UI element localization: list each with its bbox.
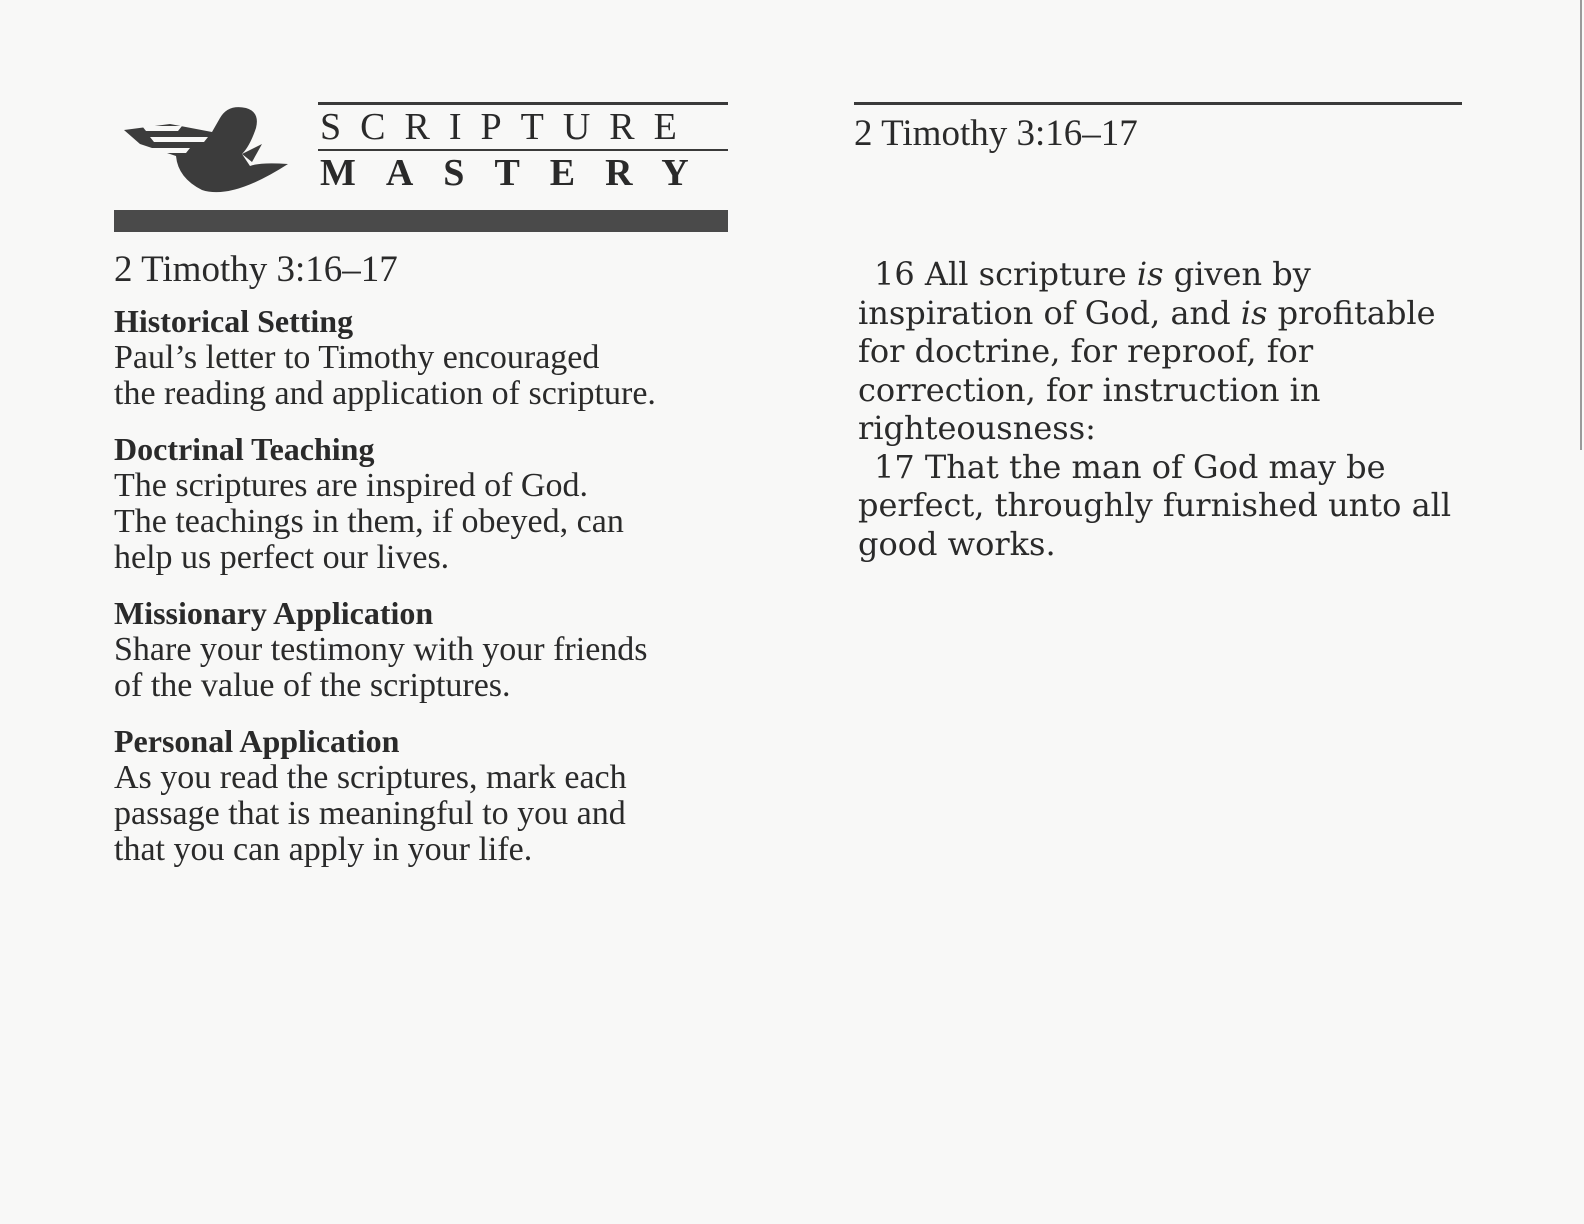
- verse-number: 16: [874, 255, 915, 293]
- verse-text-italic: is: [1136, 255, 1164, 293]
- section-doctrinal-teaching: [114, 430, 728, 576]
- brand-title: [318, 98, 728, 195]
- verse-text: That the man of God may be perfect, throughly furnished unto all good works.: [858, 447, 1452, 563]
- brand-title-line2: MASTERY: [320, 152, 719, 194]
- verse-16: [858, 255, 1462, 448]
- scripture-reference: 2 Timothy 3:16–17: [854, 113, 1138, 154]
- section-body: The scriptures are inspired of God. The teachings in them, if obeyed, can help us perfect our lives.: [114, 467, 624, 576]
- scripture-reference: 2 Timothy 3:16–17: [114, 249, 398, 290]
- header-bar: [114, 210, 728, 232]
- verse-17: [858, 448, 1462, 564]
- card-header: [114, 98, 728, 234]
- section-historical-setting: [114, 302, 728, 412]
- verse-text-italic: is: [1240, 293, 1268, 332]
- scripture-card-back: [854, 98, 1462, 563]
- brand-title-line1: SCRIPTURE: [320, 106, 696, 148]
- section-heading: Historical Setting: [114, 303, 354, 339]
- section-body: Paul’s letter to Timothy encouraged the reading and application of scripture.: [114, 339, 656, 412]
- verse-text: All scripture: [914, 255, 1137, 293]
- verse-text: given by inspiration of God, and: [858, 255, 1311, 332]
- section-heading: Doctrinal Teaching: [114, 431, 375, 467]
- scripture-card-front: [114, 98, 728, 868]
- verse-text: profitable for doctrine, for reproof, for correction, for instruction in righteousness:: [858, 293, 1436, 447]
- section-heading: Personal Application: [114, 723, 400, 759]
- page-edge: [1580, 0, 1582, 450]
- scripture-text: [854, 255, 1462, 563]
- divider: [854, 102, 1462, 105]
- verse-number: 17: [874, 447, 915, 486]
- section-body: Share your testimony with your friends of the value of the scriptures.: [114, 631, 648, 704]
- dove-icon: [120, 104, 288, 198]
- section-personal-application: [114, 722, 728, 868]
- section-missionary-application: [114, 594, 728, 704]
- section-heading: Missionary Application: [114, 595, 434, 631]
- section-body: As you read the scriptures, mark each passage that is meaningful to you and that you can apply in your life.: [114, 759, 627, 868]
